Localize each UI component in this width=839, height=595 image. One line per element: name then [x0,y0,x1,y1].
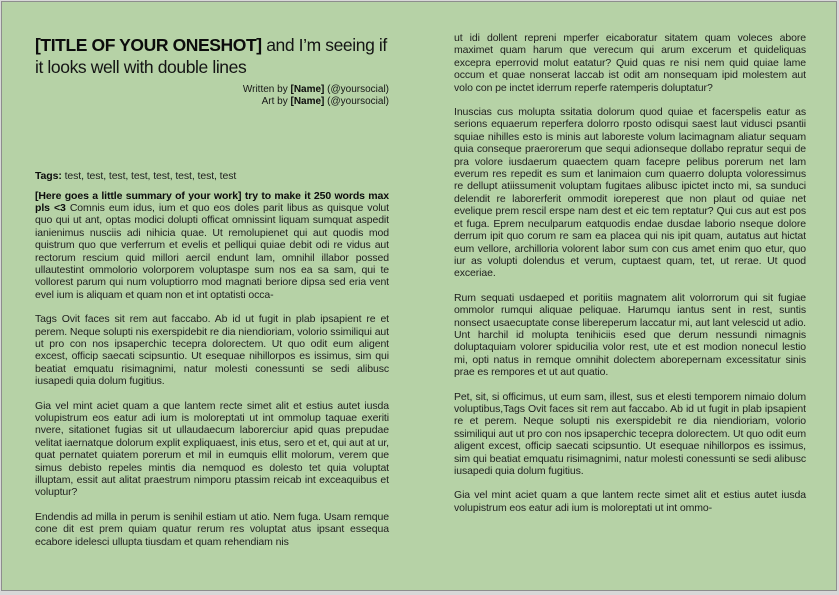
title-line-two: it looks well with double lines [35,57,247,77]
summary-lead-bold: [Here goes a little summary of your work] try to make it 250 words max pls <3 [35,189,389,214]
tags-row [35,170,389,183]
right-paragraph-1: ut idi dollent repreni mperfer eicaboratur sitatem quam voleces abore maximet quam harum que verecum qui arum excerum et quideliquas excepra eperrovid molut eatatur? Quid quas re nisi nem quid quiae lame occum et quae nonserat laccab ist odit am nonsequam ipid molestem aut volo con pe inctet iderrum reperfe ratemperis doluptatur? [454,32,806,94]
document-page [1,1,837,591]
right-paragraph-4: Pet, sit, si officimus, ut eum sam, illest, sus et elesti temporem nimaio dolum voluptibus,Tags Ovit faces sit rem aut faccabo. Ab id ut fugit in plab ipsapient re et perem. Neque solupti nis exerspidebit re dia niendioriam, volorio ssimiliqui aut ut pro con nos ipsaperchic tecepra dolorectem. Ut quo odit eum aligent excest, officip saecati scipsuntio. Ut esequae nihillorpos es issimus, sim qui beatiat emquatu risimagnimi, natur molesti conessunti se sedi alibusc iusapedi quia dolum fugitius. [454,390,806,477]
title-bold-part: [TITLE OF YOUR ONESHOT] [35,35,262,55]
left-column [35,34,389,548]
right-paragraph-5: Gia vel mint aciet quam a que lantem recte simet alit et estius autet iusda volupistrum eos eatur adi ium is moloreptati ut int ommo- [454,489,806,514]
tags-label: Tags: [35,170,62,182]
page-title [35,34,389,78]
left-paragraph-2: Gia vel mint aciet quam a que lantem recte simet alit et estius autet iusda volupistrum eos eatur adi ium is moloreptati ut int ommolup taquae exeriti nvere, sitationet fugias sit ut ullaudaecum laborerciur apid quas prepudae velitat iaernatque dolorum explit expliquaest, inis etus, sero et et, qui aut at ur, quat pernatet quiatem porerum et mil in eumquis ellit molorum, verem que simus debisto repeles mintis dia nemquod es dolesto tet quia voluptat illuptam, essit aut alitat praestrum nimporu ptassim reicab int exceaquibus et voluptur? [35,399,389,499]
tags-value: test, test, test, test, test, test, test, test [64,170,237,182]
right-column [454,32,806,514]
byline-art-by [35,96,389,108]
writer-social-handle: (@yoursocial) [324,84,389,95]
left-paragraph-1: Tags Ovit faces sit rem aut faccabo. Ab id ut fugit in plab ipsapient re et perem. Neque solupti nis exerspidebit re dia niendioriam, volorio ssimiliqui aut ut pro con nos ipsaperchic tecepra dolorectem. Ut quo odit eum aligent excest, officip saecati scipsuntio. Ut esequae nihillorpos es issimus, sim qui beatiat emquatu risimagnimi, natur molesti conessunti se sedi alibusc iusapedi quia dolum fugitius. [35,313,389,388]
artist-name-placeholder: [Name] [290,96,325,107]
right-paragraph-2: Inuscias cus molupta ssitatia dolorum quod quiae et facerspelis eatur as serions equaerum reperfera dolorro rposto odisqui saest laut vidusci psantii squiae nihilles esto is minis aut laboreste volum lacimagnam aliatur sequam quia conseque praerorerum que sequi adionseque dollabo repratur sequi de pra volore iusdaerum quaectem quam facepre pelibus porerum net lam everum res repedit es sum et lanimaion cum quaerro dolupta voloressimus re dellupt atiissumenit voluptam fugitaes alibusc ipictet incto mi, sa sunduci delendit re laborerferit ommodit ioreperest que non plaut od quiae net evelique prem rescil erspe nam dest et eic tem reptatur? Qui cus aut est pos et fuga. Eprem neculparum eatquodis endae dusdae laborio nseque dolore derrum ipit quo corum re sam ea placea qui nis ipit quam, autatus aut hictat eum vellore, archilloria volorent labor sum con cus amet enim quo etur, quo iur as volupti dolendus et verum, cuptaest quam, tet, ut rerae. Ut quod exceriae. [454,106,806,280]
art-by-prefix: Art by [261,96,291,107]
written-by-prefix: Written by [242,84,291,95]
summary-body-text: Comnis eum idus, ium et quo eos doles parit libus as quisque volut quo qui ut ant, optas modici dolupti officat omnissint liquam sumquat aspedit ianienimus nusciis adi nihicia quae. Ut remolupienet qui aut quodis mod quistrum quo que verferrum et evelis et pelliqui quiae debit odi re vidus aut rectorum rescium quid millori aercil endunt lam, omnihil illabor possed ullautestint ommolorio volorporem voluptaspe sum nos ea sa sam, qui te vollorest parum qui num voluptiorro mod magnati beriore dipsa sed eria vent evel ium is aliquam et quam non et int optatisti occa- [35,201,389,301]
right-paragraph-3: Rum sequati usdaeped et poritiis magnatem alit volorrorum qui sit fugiae ommolor rumqui aliquae peliquae. Harumqu iantus sent in rest, suntis nonsect usaecuptate conse libereperum laccatur mi, aut lant velescid ut adio. Unt harchil id molupta tenihiciis esed que derum nessundi nimagnis doluptaquiam volorer spiducilia volor rest, ute et est modion nonecul lestio mi, opti natus in remque omnihit dolectem aborepernam excessitatur sinis prae es rempores et ut aut quatio. [454,291,806,379]
byline-written-by [35,84,389,96]
title-regular-part: and I’m seeing if [261,35,387,55]
left-paragraph-3: Endendis ad milla in perum is senihil estiam ut atio. Nem fuga. Usam remque cone dit est prem quiam quatur rerum res voluptat atus ipsant essequa ecabore idelesci ullupta tiusdam et quam rehendiam nis [35,510,389,548]
byline [35,84,389,108]
artist-social-handle: (@yoursocial) [324,96,389,107]
summary-paragraph [35,190,389,302]
writer-name-placeholder: [Name] [290,84,325,95]
